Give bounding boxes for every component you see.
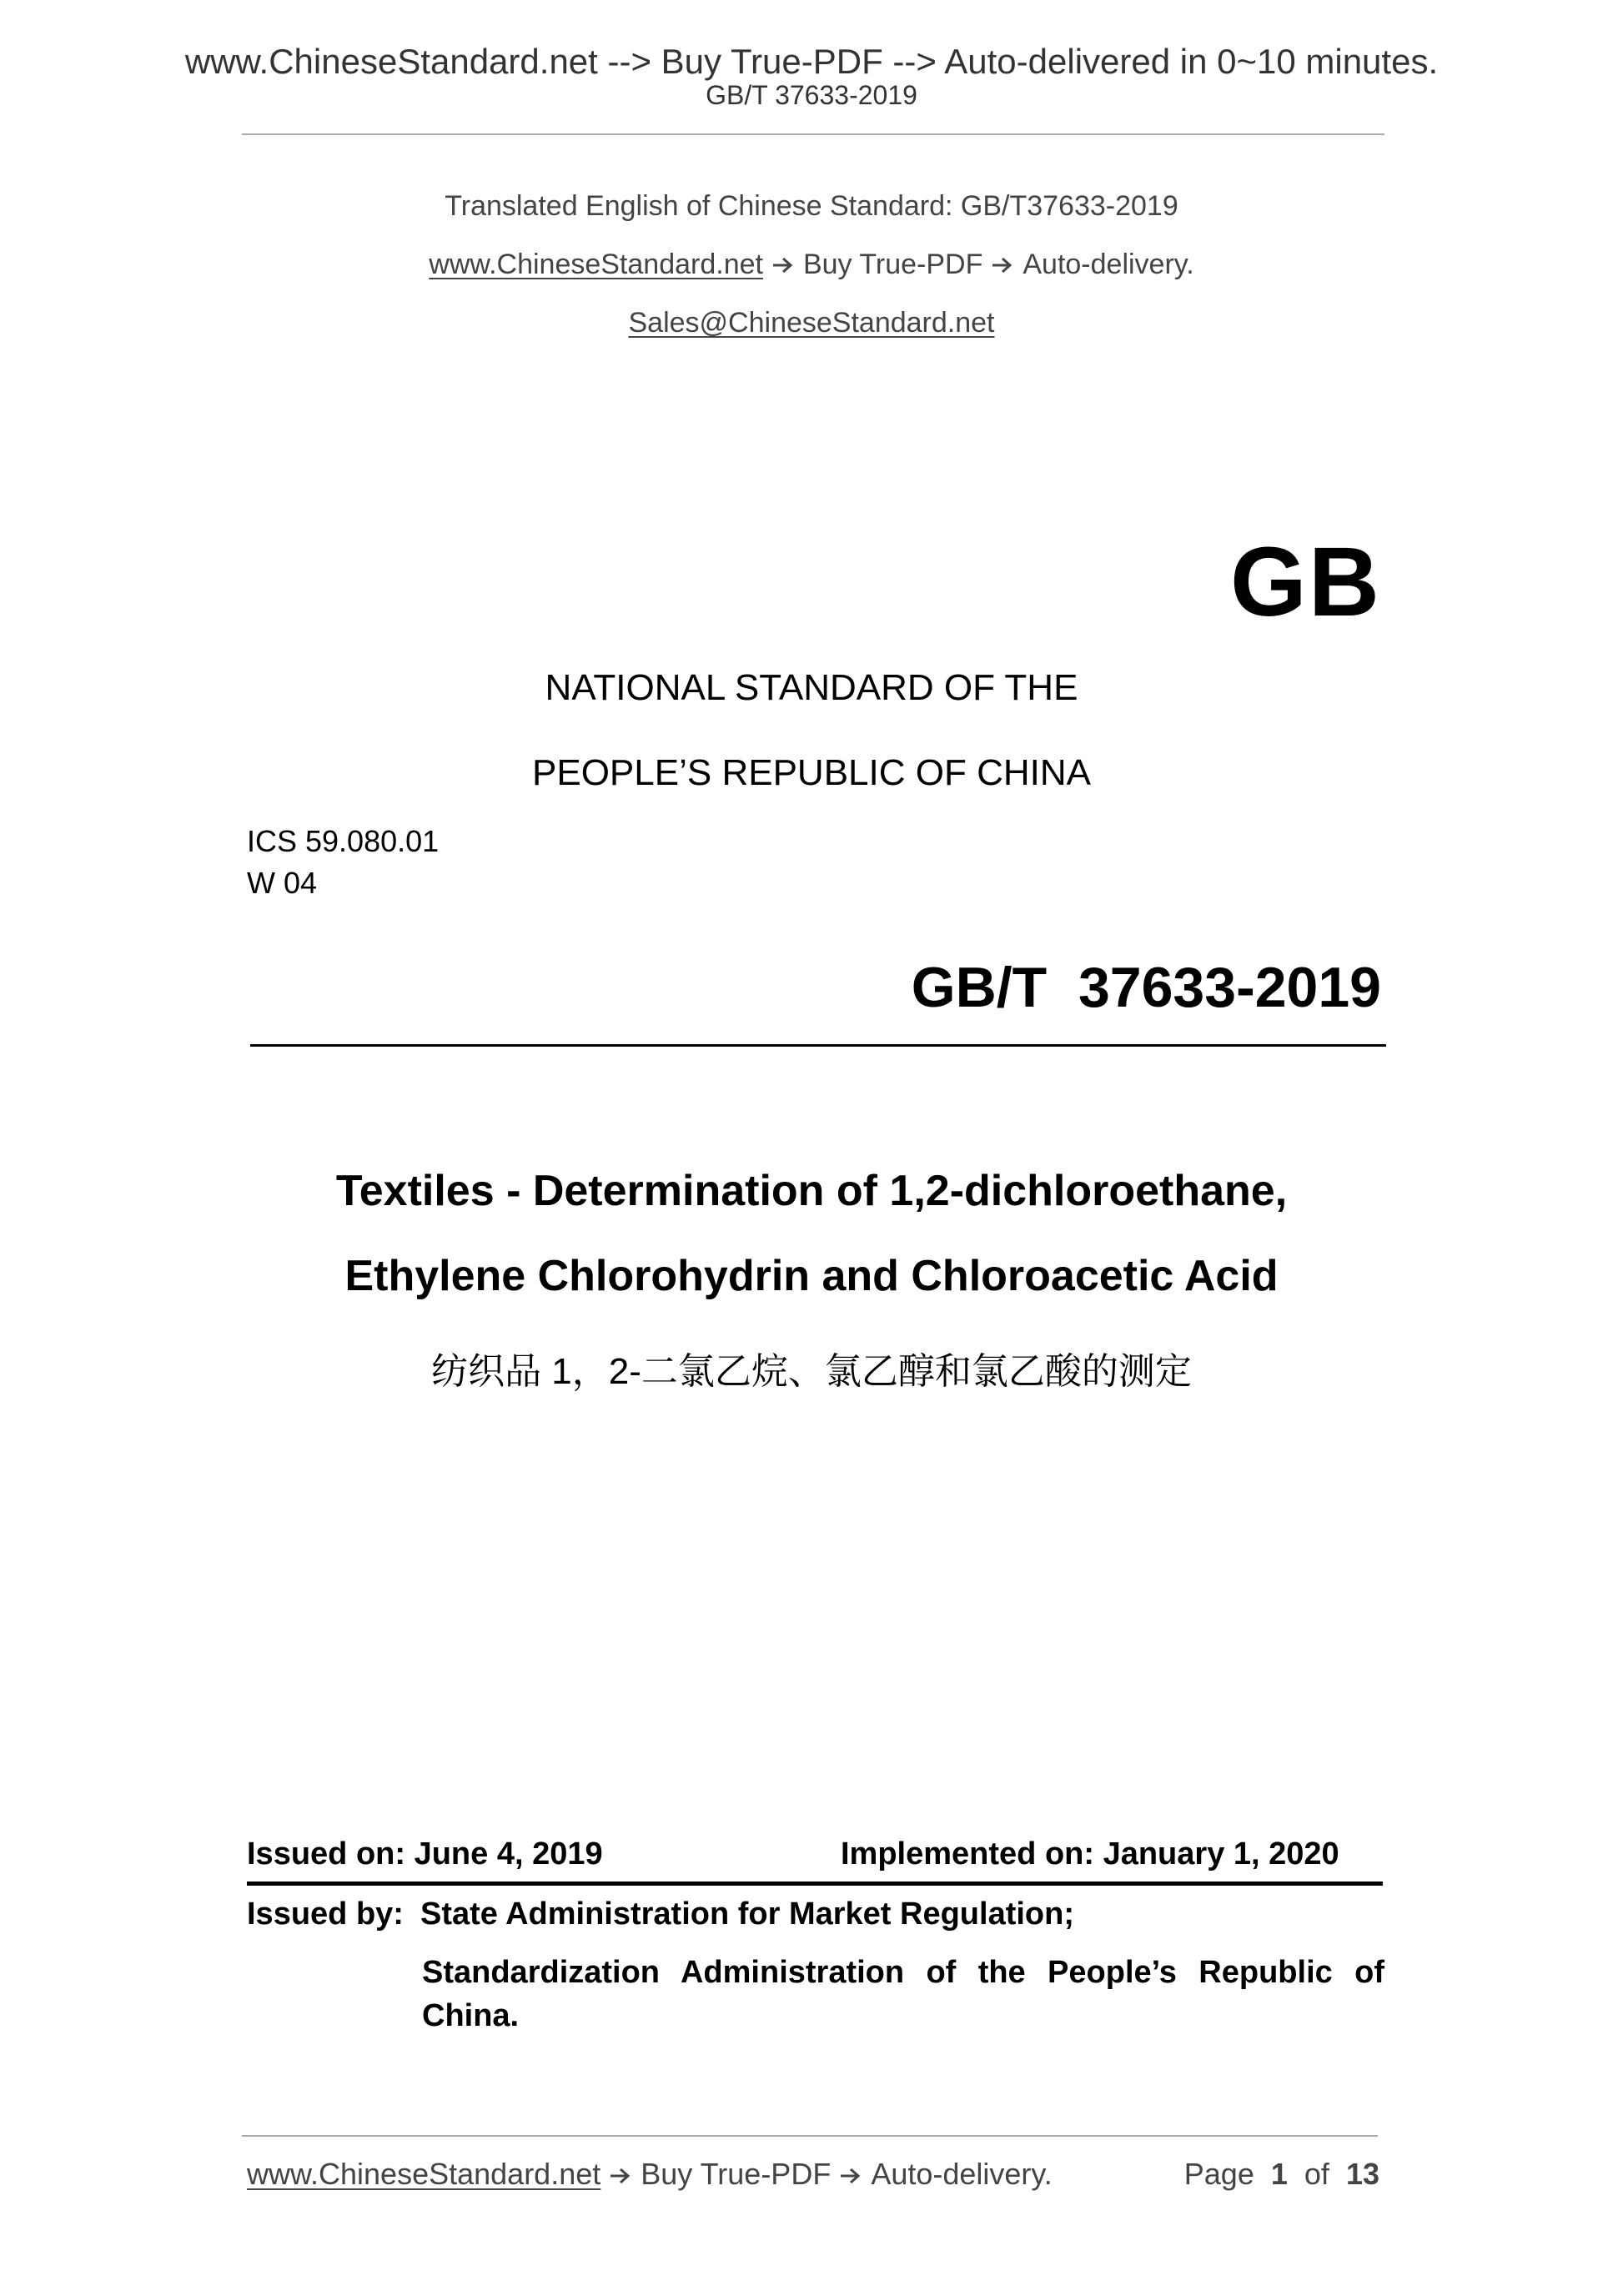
national-title-line1: NATIONAL STANDARD OF THE: [545, 667, 1078, 708]
title-rule: [250, 1044, 1386, 1047]
page-of: of: [1304, 2157, 1329, 2191]
page-current: 1: [1270, 2157, 1288, 2191]
arrow-right-icon: [771, 255, 795, 275]
footer-step-auto: Auto-delivery.: [871, 2157, 1053, 2191]
delivery-step-buy: Buy True-PDF: [802, 249, 983, 280]
footer-delivery-line: [247, 2157, 1053, 2192]
site-link[interactable]: www.ChineseStandard.net: [429, 249, 763, 280]
classification-code: W 04: [247, 866, 318, 900]
issuer-2-line2: China.: [422, 1998, 520, 2033]
footer-rule: [242, 2135, 1378, 2137]
ics-code: ICS 59.080.01: [247, 824, 440, 858]
dates-rule: [247, 1882, 1383, 1886]
gb-mark: GB: [1230, 527, 1381, 637]
delivery-step-auto: Auto-delivery.: [1023, 249, 1194, 280]
sales-email-row: [0, 307, 1623, 339]
footer-site-link[interactable]: www.ChineseStandard.net: [247, 2157, 601, 2191]
issued-on: Issued on: June 4, 2019: [247, 1836, 603, 1871]
national-title-line2: PEOPLE’S REPUBLIC OF CHINA: [532, 752, 1091, 793]
chinese-title: 纺织品 1，2-二氯乙烷、氯乙醇和氯乙酸的测定: [431, 1351, 1192, 1392]
issuer-2-line1: Standardization Administration of the People’s Republic of: [422, 1955, 1384, 1990]
standard-number: GB/T 37633-2019: [911, 956, 1381, 1019]
implemented-on: Implemented on: January 1, 2020: [841, 1836, 1339, 1871]
english-title-line2: Ethylene Chlorohydrin and Chloroacetic Acid: [344, 1252, 1279, 1300]
top-banner: www.ChineseStandard.net --> Buy True-PDF --> Auto-delivered in 0~10 minutes.: [184, 42, 1439, 81]
translation-note: Translated English of Chinese Standard: GB/T37633-2019: [445, 190, 1178, 222]
page-indicator: [1184, 2157, 1379, 2192]
footer-step-buy: Buy True-PDF: [641, 2157, 832, 2191]
english-title-line1: Textiles - Determination of 1,2-dichloroethane,: [335, 1167, 1288, 1215]
running-header: GB/T 37633-2019: [706, 80, 917, 110]
arrow-right-icon: [991, 255, 1014, 275]
arrow-right-icon: [839, 2166, 862, 2186]
sales-email-link[interactable]: Sales@ChineseStandard.net: [628, 307, 995, 339]
arrow-right-icon: [609, 2166, 632, 2186]
header-rule: [242, 133, 1384, 135]
page-label: Page: [1183, 2157, 1254, 2191]
issued-by-label: Issued by:: [247, 1897, 404, 1932]
delivery-line: [0, 249, 1623, 281]
page-total: 13: [1345, 2157, 1379, 2191]
issuer-1: State Administration for Market Regulation;: [420, 1897, 1074, 1932]
